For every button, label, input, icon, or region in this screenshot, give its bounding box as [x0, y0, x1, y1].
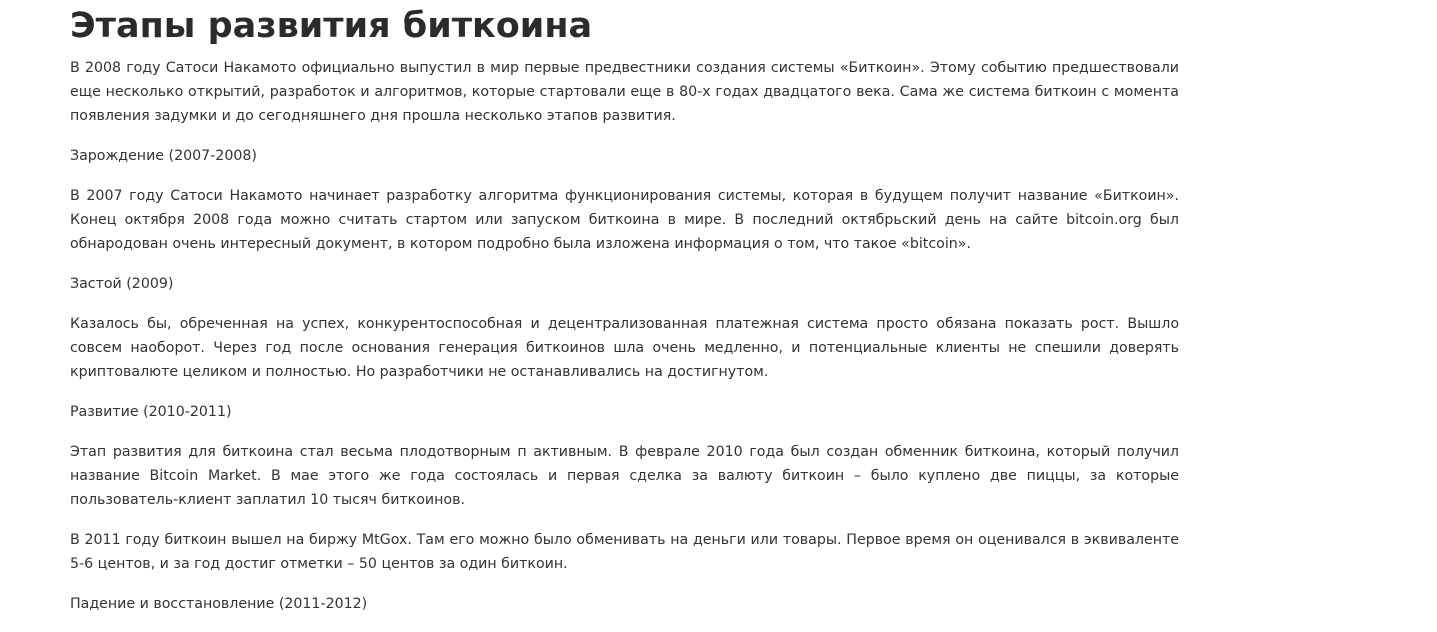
paragraph-stagnation: Казалось бы, обреченная на успех, конкурентоспособная и децентрализованная платежная система просто обязана показать рост. Вышло совсем наоборот. Через год после основания генерация биткоинов шла очень медленно, и потенциальные клиенты не спешили доверять криптовалюте целиком и полностью. Но разработчики не останавливались на достигнутом. [70, 316, 1179, 380]
article [70, 0, 1179, 632]
paragraph-mtgox: В 2011 году биткоин вышел на биржу MtGox. Там его можно было обменивать на деньги или товары. Первое время он оценивался в эквиваленте 5-6 центов, и за год достиг отметки – 50 центов за один биткоин. [70, 532, 1179, 572]
paragraph-development: Этап развития для биткоина стал весьма плодотворным п активным. В феврале 2010 года был создан обменник биткоина, который получил название Bitcoin Market. В мае этого же года состоялась и первая сделка за валюту биткоин – было куплено две пиццы, за которые пользователь-клиент заплатил 10 тысяч биткоинов. [70, 444, 1179, 508]
section-heading-development: Развитие (2010-2011) [70, 404, 232, 420]
section-heading-stagnation: Застой (2009) [70, 276, 174, 292]
page-title: Этапы развития биткоина [70, 6, 593, 46]
section-heading-origin: Зарождение (2007-2008) [70, 148, 257, 164]
section-heading-fall-recovery: Падение и восстановление (2011-2012) [70, 596, 368, 612]
paragraph-intro: В 2008 году Сатоси Накамото официально выпустил в мир первые предвестники создания системы «Биткоин». Этому событию предшествовали еще несколько открытий, разработок и алгоритмов, которые стартовали еще в 80-х годах двадцатого века. Сама же система биткоин с момента появления задумки и до сегодняшнего дня прошла несколько этапов развития. [70, 60, 1179, 124]
paragraph-origin: В 2007 году Сатоси Накамото начинает разработку алгоритма функционирования системы, которая в будущем получит название «Биткоин». Конец октября 2008 года можно считать стартом или запуском биткоина в мире. В последний октябрьский день на сайте bitcoin.org был обнародован очень интересный документ, в котором подробно была изложена информация о том, что такое «bitcoin». [70, 188, 1179, 252]
